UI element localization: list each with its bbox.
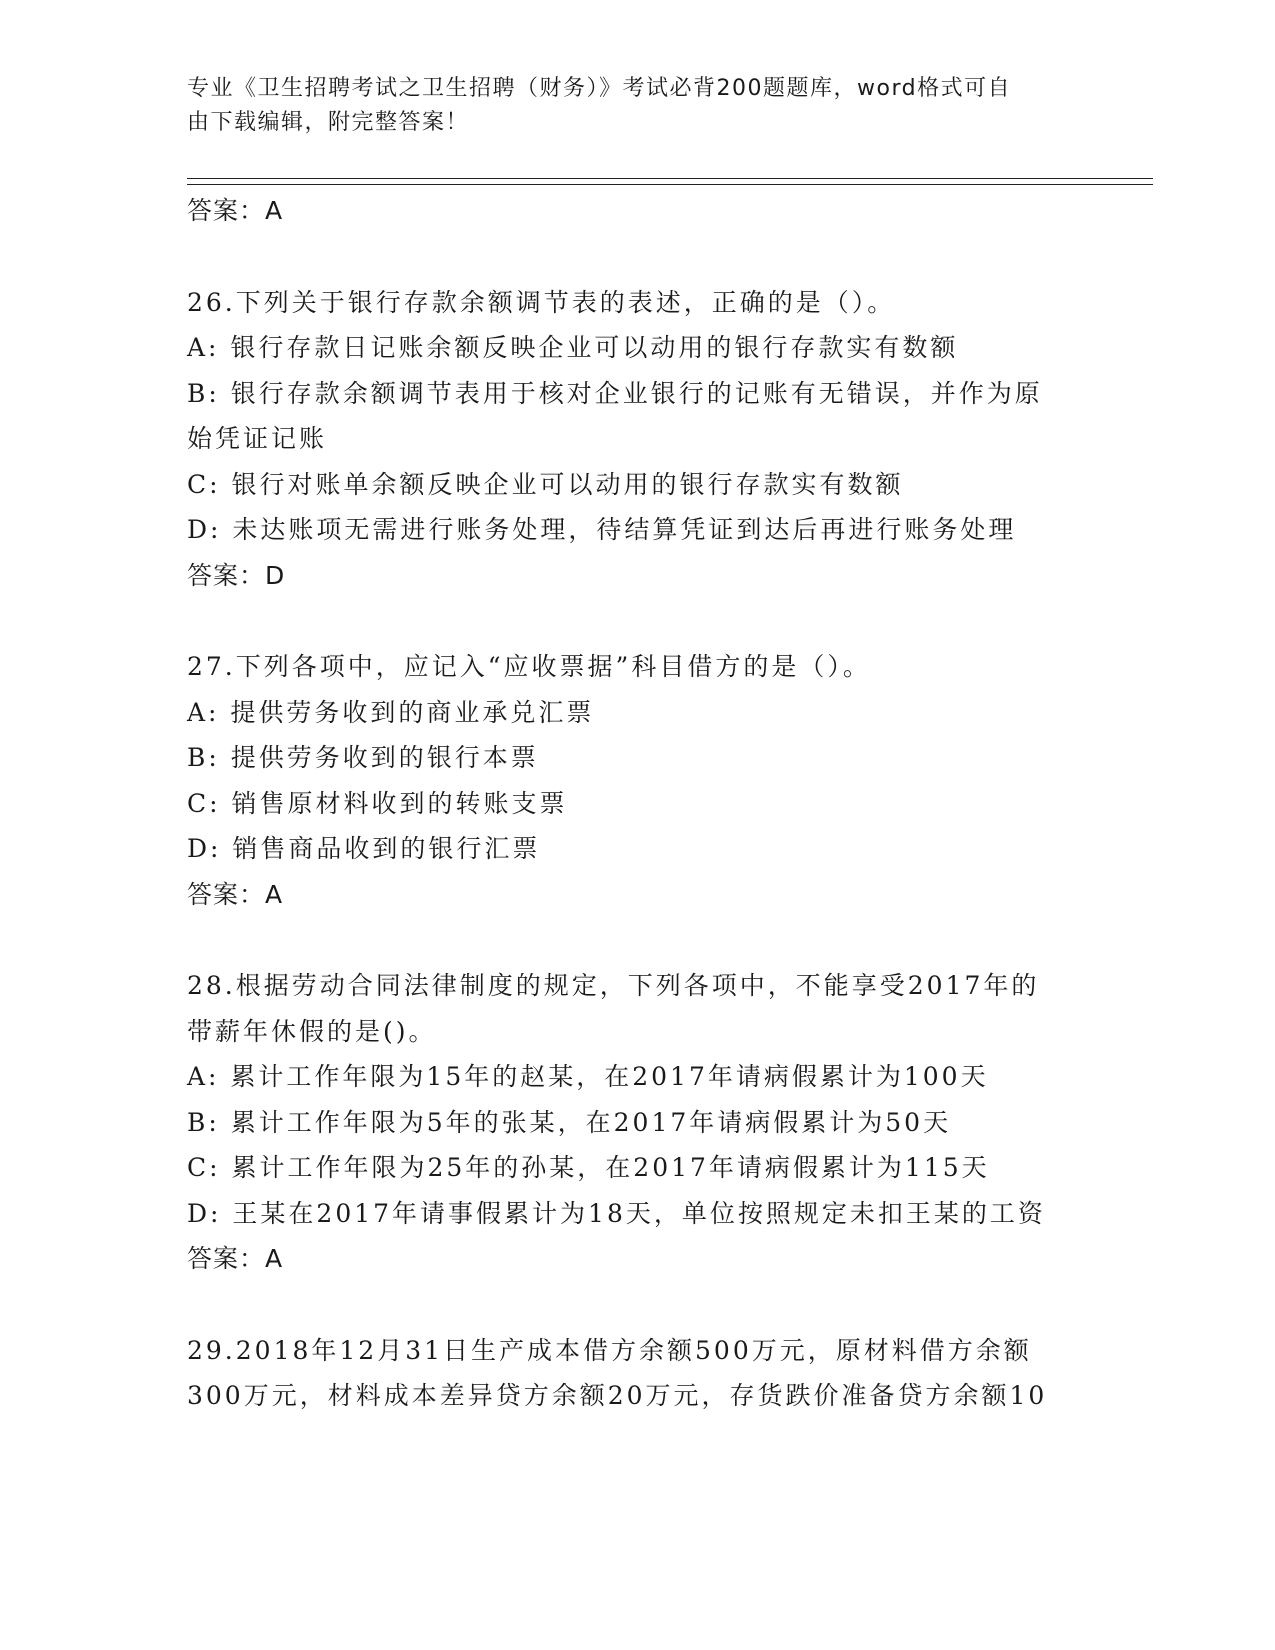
previous-answer: 答案：A [187, 196, 284, 225]
question-28-option-c: C: 累计工作年限为25年的孙某，在2017年请病假累计为115天 [187, 1153, 990, 1182]
question-28-stem-cont: 带薪年休假的是()。 [187, 1016, 437, 1046]
question-28-option-d: D: 王某在2017年请事假累计为18天，单位按照规定未扣王某的工资 [187, 1198, 1046, 1228]
question-26-option-c: C: 银行对账单余额反映企业可以动用的银行存款实有数额 [187, 469, 904, 499]
question-26-option-b-cont: 始凭证记账 [187, 424, 328, 453]
question-26-option-d: D: 未达账项无需进行账务处理，待结算凭证到达后再进行账务处理 [187, 515, 1017, 544]
question-27-option-c: C: 销售原材料收到的转账支票 [187, 788, 568, 818]
question-28-answer: 答案：A [187, 1244, 284, 1273]
document-header [187, 72, 1067, 140]
question-27-answer: 答案：A [187, 879, 284, 909]
question-26-option-b: B: 银行存款余额调节表用于核对企业银行的记账有无错误，并作为原 [187, 378, 1043, 408]
header-line-1: 专业《卫生招聘考试之卫生招聘（财务）》考试必背200题题库，word格式可自 [187, 76, 1012, 101]
question-28-stem: 28.根据劳动合同法律制度的规定，下列各项中，不能享受2017年的 [187, 971, 1040, 1000]
question-27-option-b: B: 提供劳务收到的银行本票 [187, 743, 539, 772]
question-26-option-a: A: 银行存款日记账余额反映企业可以动用的银行存款实有数额 [187, 333, 959, 362]
question-26-answer: 答案：D [187, 560, 286, 590]
header-divider-bottom [187, 184, 1153, 185]
question-list [187, 188, 1087, 1419]
question-27-option-a: A: 提供劳务收到的商业承兑汇票 [187, 697, 595, 727]
question-27-option-d: D: 销售商品收到的银行汇票 [187, 834, 541, 863]
question-29-stem: 29.2018年12月31日生产成本借方余额500万元，原材料借方余额 [187, 1335, 1032, 1365]
question-29-stem-cont: 300万元，材料成本差异贷方余额20万元，存货跌价准备贷方余额10 [187, 1381, 1048, 1410]
question-28-option-b: B: 累计工作年限为5年的张某，在2017年请病假累计为50天 [187, 1107, 952, 1137]
question-27-stem: 27.下列各项中，应记入“应收票据”科目借方的是（）。 [187, 652, 871, 681]
header-divider-top [187, 178, 1153, 179]
header-line-2: 由下载编辑，附完整答案！ [187, 110, 470, 135]
question-26-stem: 26.下列关于银行存款余额调节表的表述，正确的是（）。 [187, 287, 896, 317]
question-28-option-a: A: 累计工作年限为15年的赵某，在2017年请病假累计为100天 [187, 1062, 989, 1091]
